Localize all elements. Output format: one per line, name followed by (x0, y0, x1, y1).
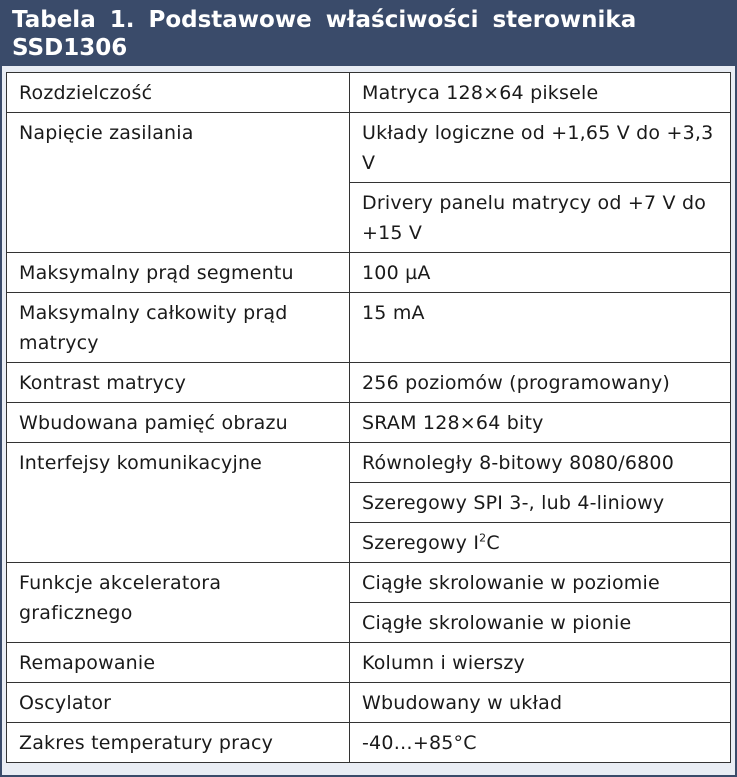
row-label: Maksymalny prąd segmentu (7, 253, 350, 293)
table-row (7, 443, 731, 483)
row-value: 15 mA (350, 293, 731, 363)
row-value: SRAM 128×64 bity (350, 403, 731, 443)
row-value: Kolumn i wierszy (350, 643, 731, 683)
superscript: 2 (479, 531, 487, 545)
row-value: Ciągłe skrolowanie w pionie (350, 603, 731, 643)
table-row (7, 73, 731, 113)
row-label: Kontrast matrycy (7, 363, 350, 403)
table-row (7, 363, 731, 403)
table-row (7, 113, 731, 183)
row-label: Napięcie zasilania (7, 113, 350, 253)
row-value-part: Szeregowy I (362, 532, 480, 554)
table-title-line1: Tabela 1. Podstawowe właściwości sterownika (12, 7, 637, 33)
row-label: Rozdzielczość (7, 73, 350, 113)
table-row (7, 723, 731, 763)
table-row (7, 293, 731, 363)
row-value: Matryca 128×64 piksele (350, 73, 731, 113)
row-label: Wbudowana pamięć obrazu (7, 403, 350, 443)
table-row (7, 683, 731, 723)
row-label: Interfejsy komunikacyjne (7, 443, 350, 563)
row-value (350, 523, 731, 563)
table-title (2, 2, 735, 66)
table-row (7, 403, 731, 443)
row-value: Układy logiczne od +1,65 V do +3,3 V (350, 113, 731, 183)
row-label: Zakres temperatury pracy (7, 723, 350, 763)
row-value: 100 µA (350, 253, 731, 293)
row-value: Równoległy 8-bitowy 8080/6800 (350, 443, 731, 483)
row-value: -40…+85°C (350, 723, 731, 763)
row-value-part: C (486, 532, 500, 554)
table-row (7, 563, 731, 603)
row-label: Remapowanie (7, 643, 350, 683)
properties-table (6, 72, 731, 763)
row-value: Szeregowy SPI 3-, lub 4-liniowy (350, 483, 731, 523)
row-value: 256 poziomów (programowany) (350, 363, 731, 403)
row-label: Funkcje akceleratora graficznego (7, 563, 350, 643)
row-label: Oscylator (7, 683, 350, 723)
table-title-line2: SSD1306 (12, 35, 128, 61)
row-value: Drivery panelu matrycy od +7 V do +15 V (350, 183, 731, 253)
row-value: Wbudowany w układ (350, 683, 731, 723)
table-row (7, 643, 731, 683)
row-label: Maksymalny całkowity prąd matrycy (7, 293, 350, 363)
table-row (7, 253, 731, 293)
row-value: Ciągłe skrolowanie w poziomie (350, 563, 731, 603)
